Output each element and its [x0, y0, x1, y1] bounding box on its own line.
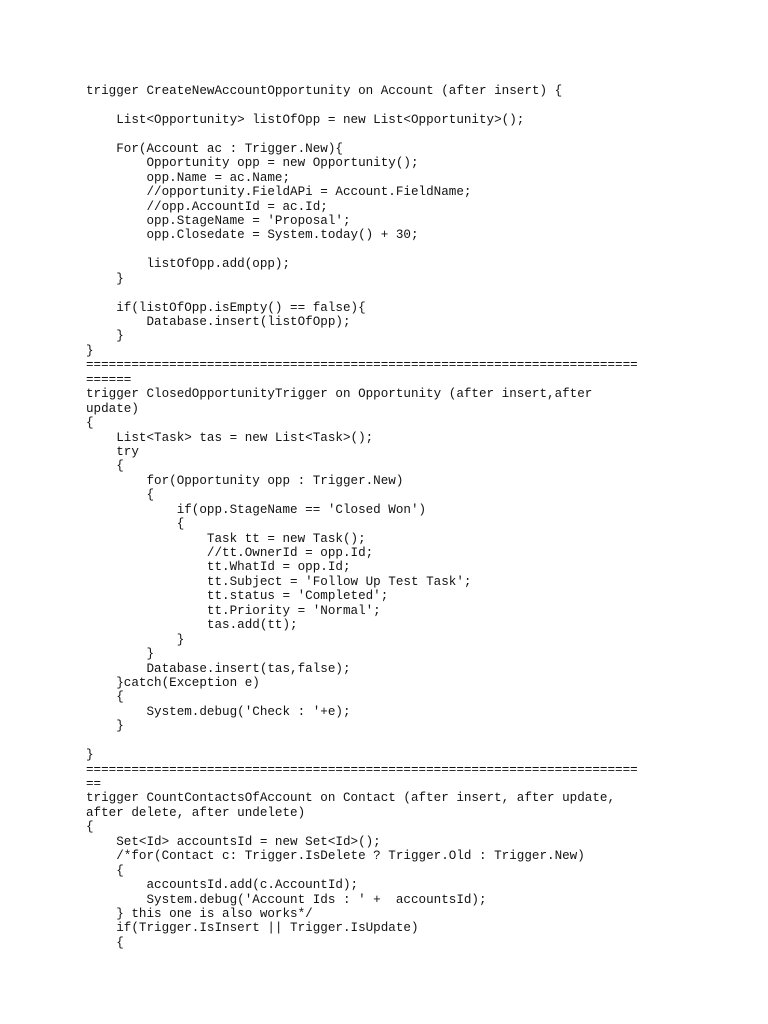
code-line: { — [86, 690, 124, 705]
code-line: tas.add(tt); — [86, 618, 298, 633]
code-line: } — [86, 748, 94, 763]
code-line: for(Opportunity opp : Trigger.New) — [86, 473, 404, 488]
code-line: tt.WhatId = opp.Id; — [86, 560, 351, 575]
code-line: } — [86, 719, 124, 734]
code-line: /*for(Contact c: Trigger.IsDelete ? Trigger.Old : Trigger.New) — [86, 849, 585, 864]
code-line: { — [86, 517, 185, 532]
code-line: { — [86, 935, 124, 950]
code-line: tt.Subject = 'Follow Up Test Task'; — [86, 574, 472, 589]
code-line: trigger ClosedOpportunityTrigger on Opportunity (after insert,after — [86, 387, 593, 402]
code-line: if(opp.StageName == 'Closed Won') — [86, 502, 427, 517]
code-line: ====== — [86, 372, 132, 387]
code-line: opp.StageName = 'Proposal'; — [86, 213, 351, 228]
code-line: trigger CreateNewAccountOpportunity on Account (after insert) { — [86, 84, 563, 98]
code-line: Database.insert(listOfOpp); — [86, 315, 351, 329]
code-line: update) — [86, 401, 139, 416]
code-line: //tt.OwnerId = opp.Id; — [86, 546, 374, 560]
blank-line — [86, 127, 686, 141]
code-line: after delete, after undelete) — [86, 805, 306, 820]
code-line: { — [86, 820, 94, 835]
code-line: } — [86, 329, 124, 344]
code-line: == — [86, 777, 102, 791]
code-line: try — [86, 444, 139, 459]
code-line: System.debug('Check : '+e); — [86, 704, 351, 719]
code-line: ========================================================================= — [86, 358, 638, 373]
blank-line — [86, 243, 686, 257]
code-line: //opp.AccountId = ac.Id; — [86, 199, 328, 214]
code-line: if(Trigger.IsInsert || Trigger.IsUpdate) — [86, 921, 419, 936]
code-line: } — [86, 343, 94, 358]
code-line: } this one is also works*/ — [86, 906, 313, 921]
code-line: Opportunity opp = new Opportunity(); — [86, 156, 419, 171]
code-line: { — [86, 488, 155, 503]
code-line: Task tt = new Task(); — [86, 531, 366, 546]
blank-line — [86, 734, 686, 748]
code-line: List<Opportunity> listOfOpp = new List<Opportunity>(); — [86, 112, 525, 127]
code-line: //opportunity.FieldAPi = Account.FieldName; — [86, 185, 472, 200]
code-line: tt.Priority = 'Normal'; — [86, 603, 381, 618]
code-line: } — [86, 632, 185, 647]
code-line: if(listOfOpp.isEmpty() == false){ — [86, 300, 366, 315]
code-line: }catch(Exception e) — [86, 675, 260, 690]
code-line: Database.insert(tas,false); — [86, 661, 351, 676]
code-line: accountsId.add(c.AccountId); — [86, 878, 359, 893]
code-line: For(Account ac : Trigger.New){ — [86, 141, 343, 156]
code-line: opp.Name = ac.Name; — [86, 170, 291, 185]
code-line: opp.Closedate = System.today() + 30; — [86, 228, 419, 243]
code-line: } — [86, 647, 155, 662]
code-line: { — [86, 863, 124, 878]
code-line: listOfOpp.add(opp); — [86, 257, 291, 272]
code-line: List<Task> tas = new List<Task>(); — [86, 430, 374, 445]
code-line: tt.status = 'Completed'; — [86, 589, 389, 604]
code-line: ========================================================================= — [86, 762, 638, 777]
blank-line — [86, 286, 686, 300]
code-line: System.debug('Account Ids : ' + accountsId); — [86, 892, 487, 907]
code-line: } — [86, 271, 124, 286]
blank-line — [86, 98, 686, 112]
code-line: { — [86, 459, 124, 474]
code-line: { — [86, 416, 94, 431]
code-line: trigger CountContactsOfAccount on Contact (after insert, after update, — [86, 791, 616, 806]
code-listing — [86, 84, 686, 950]
code-line: Set<Id> accountsId = new Set<Id>(); — [86, 834, 381, 849]
